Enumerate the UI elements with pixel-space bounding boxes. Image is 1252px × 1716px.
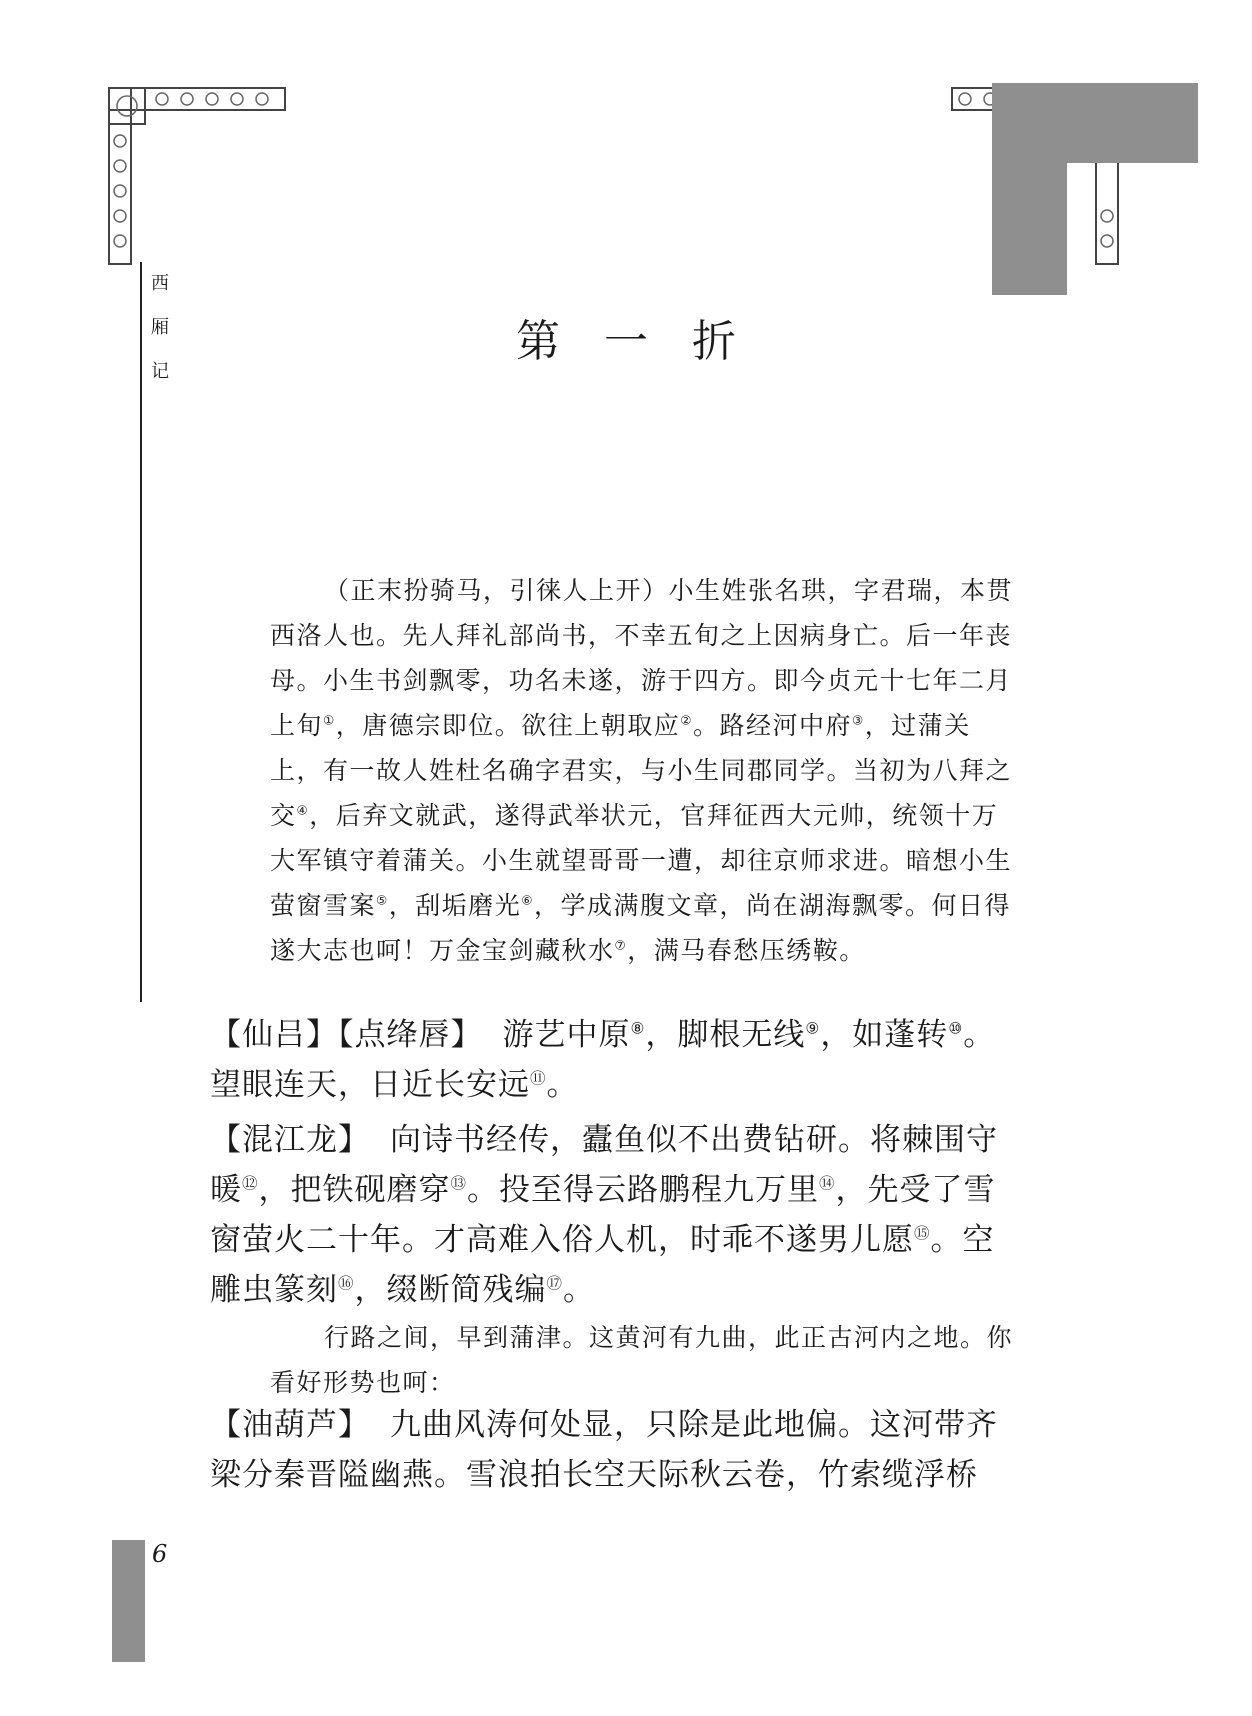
running-title-char: 厢 bbox=[151, 317, 169, 338]
page-number-bar bbox=[112, 1540, 145, 1662]
verse-text: 九曲风涛何处显，只除是此地偏。这河带齐梁分秦晋隘幽燕。雪浪拍长空天际秋云卷，竹索缆浮桥 bbox=[210, 1407, 998, 1493]
running-title-char: 西 bbox=[151, 273, 169, 294]
gray-corner-block-vertical bbox=[992, 83, 1067, 295]
stage-direction bbox=[270, 1315, 1022, 1405]
verse-dianjiangchun: 【仙吕】【点绛唇】 游艺中原⑧，脚根无线⑨，如蓬转⑩。望眼连天，日近长安远⑪。 bbox=[210, 1017, 996, 1103]
corner-ornament-top-left bbox=[107, 86, 287, 266]
verse-hunjianglong: 【混江龙】 向诗书经传，蠹鱼似不出费钻研。将棘围守暖⑫，把铁砚磨穿⑬。投至得云路鹏程九万里⑭，先受了雪窗萤火二十年。才高难入俗人机，时乖不遂男儿愿⑮。空雕虫篆刻⑯，缀断简残编⑰。 bbox=[210, 1122, 998, 1308]
verse-youhulu bbox=[210, 1400, 1025, 1500]
stage-direction bbox=[270, 568, 1022, 973]
qupai-title: 【混江龙】 bbox=[210, 1122, 370, 1158]
page-number: 6 bbox=[152, 1540, 168, 1568]
qupai-title: 【仙吕】【点绛唇】 bbox=[210, 1017, 483, 1053]
qupai-title: 【油葫芦】 bbox=[210, 1407, 370, 1443]
margin-rule bbox=[140, 262, 142, 1002]
stage-direction-text: 行路之间，早到蒲津。这黄河有九曲，此正古河内之地。你看好形势也呵： bbox=[270, 1323, 1014, 1397]
stage-direction-text: （正末扮骑马，引徕人上开）小生姓张名珙，字君瑞，本贯西洛人也。先人拜礼部尚书，不幸五旬之上因病身亡。后一年丧母。小生书剑飘零，功名未遂，游于四方。即今贞元十七年二月上旬①，唐德宗即位。欲往上朝取应②。路经河中府③，过蒲关上，有一故人姓杜名确字君实，与小生同郡同学。当初为八拜之交④，后弃文就武，遂得武举状元，官拜征西大元帅，统领十万大军镇守着蒲关。小生就望哥哥一遭，却往京师求进。暗想小生萤窗雪案⑤，刮垢磨光⑥，学成满腹文章，尚在湖海飘零。何日得遂大志也呵！万金宝剑藏秋水⑦，满马春愁压绣鞍。 bbox=[270, 576, 1014, 965]
chapter-title: 第一折 bbox=[516, 316, 780, 367]
running-title-char: 记 bbox=[151, 361, 169, 382]
